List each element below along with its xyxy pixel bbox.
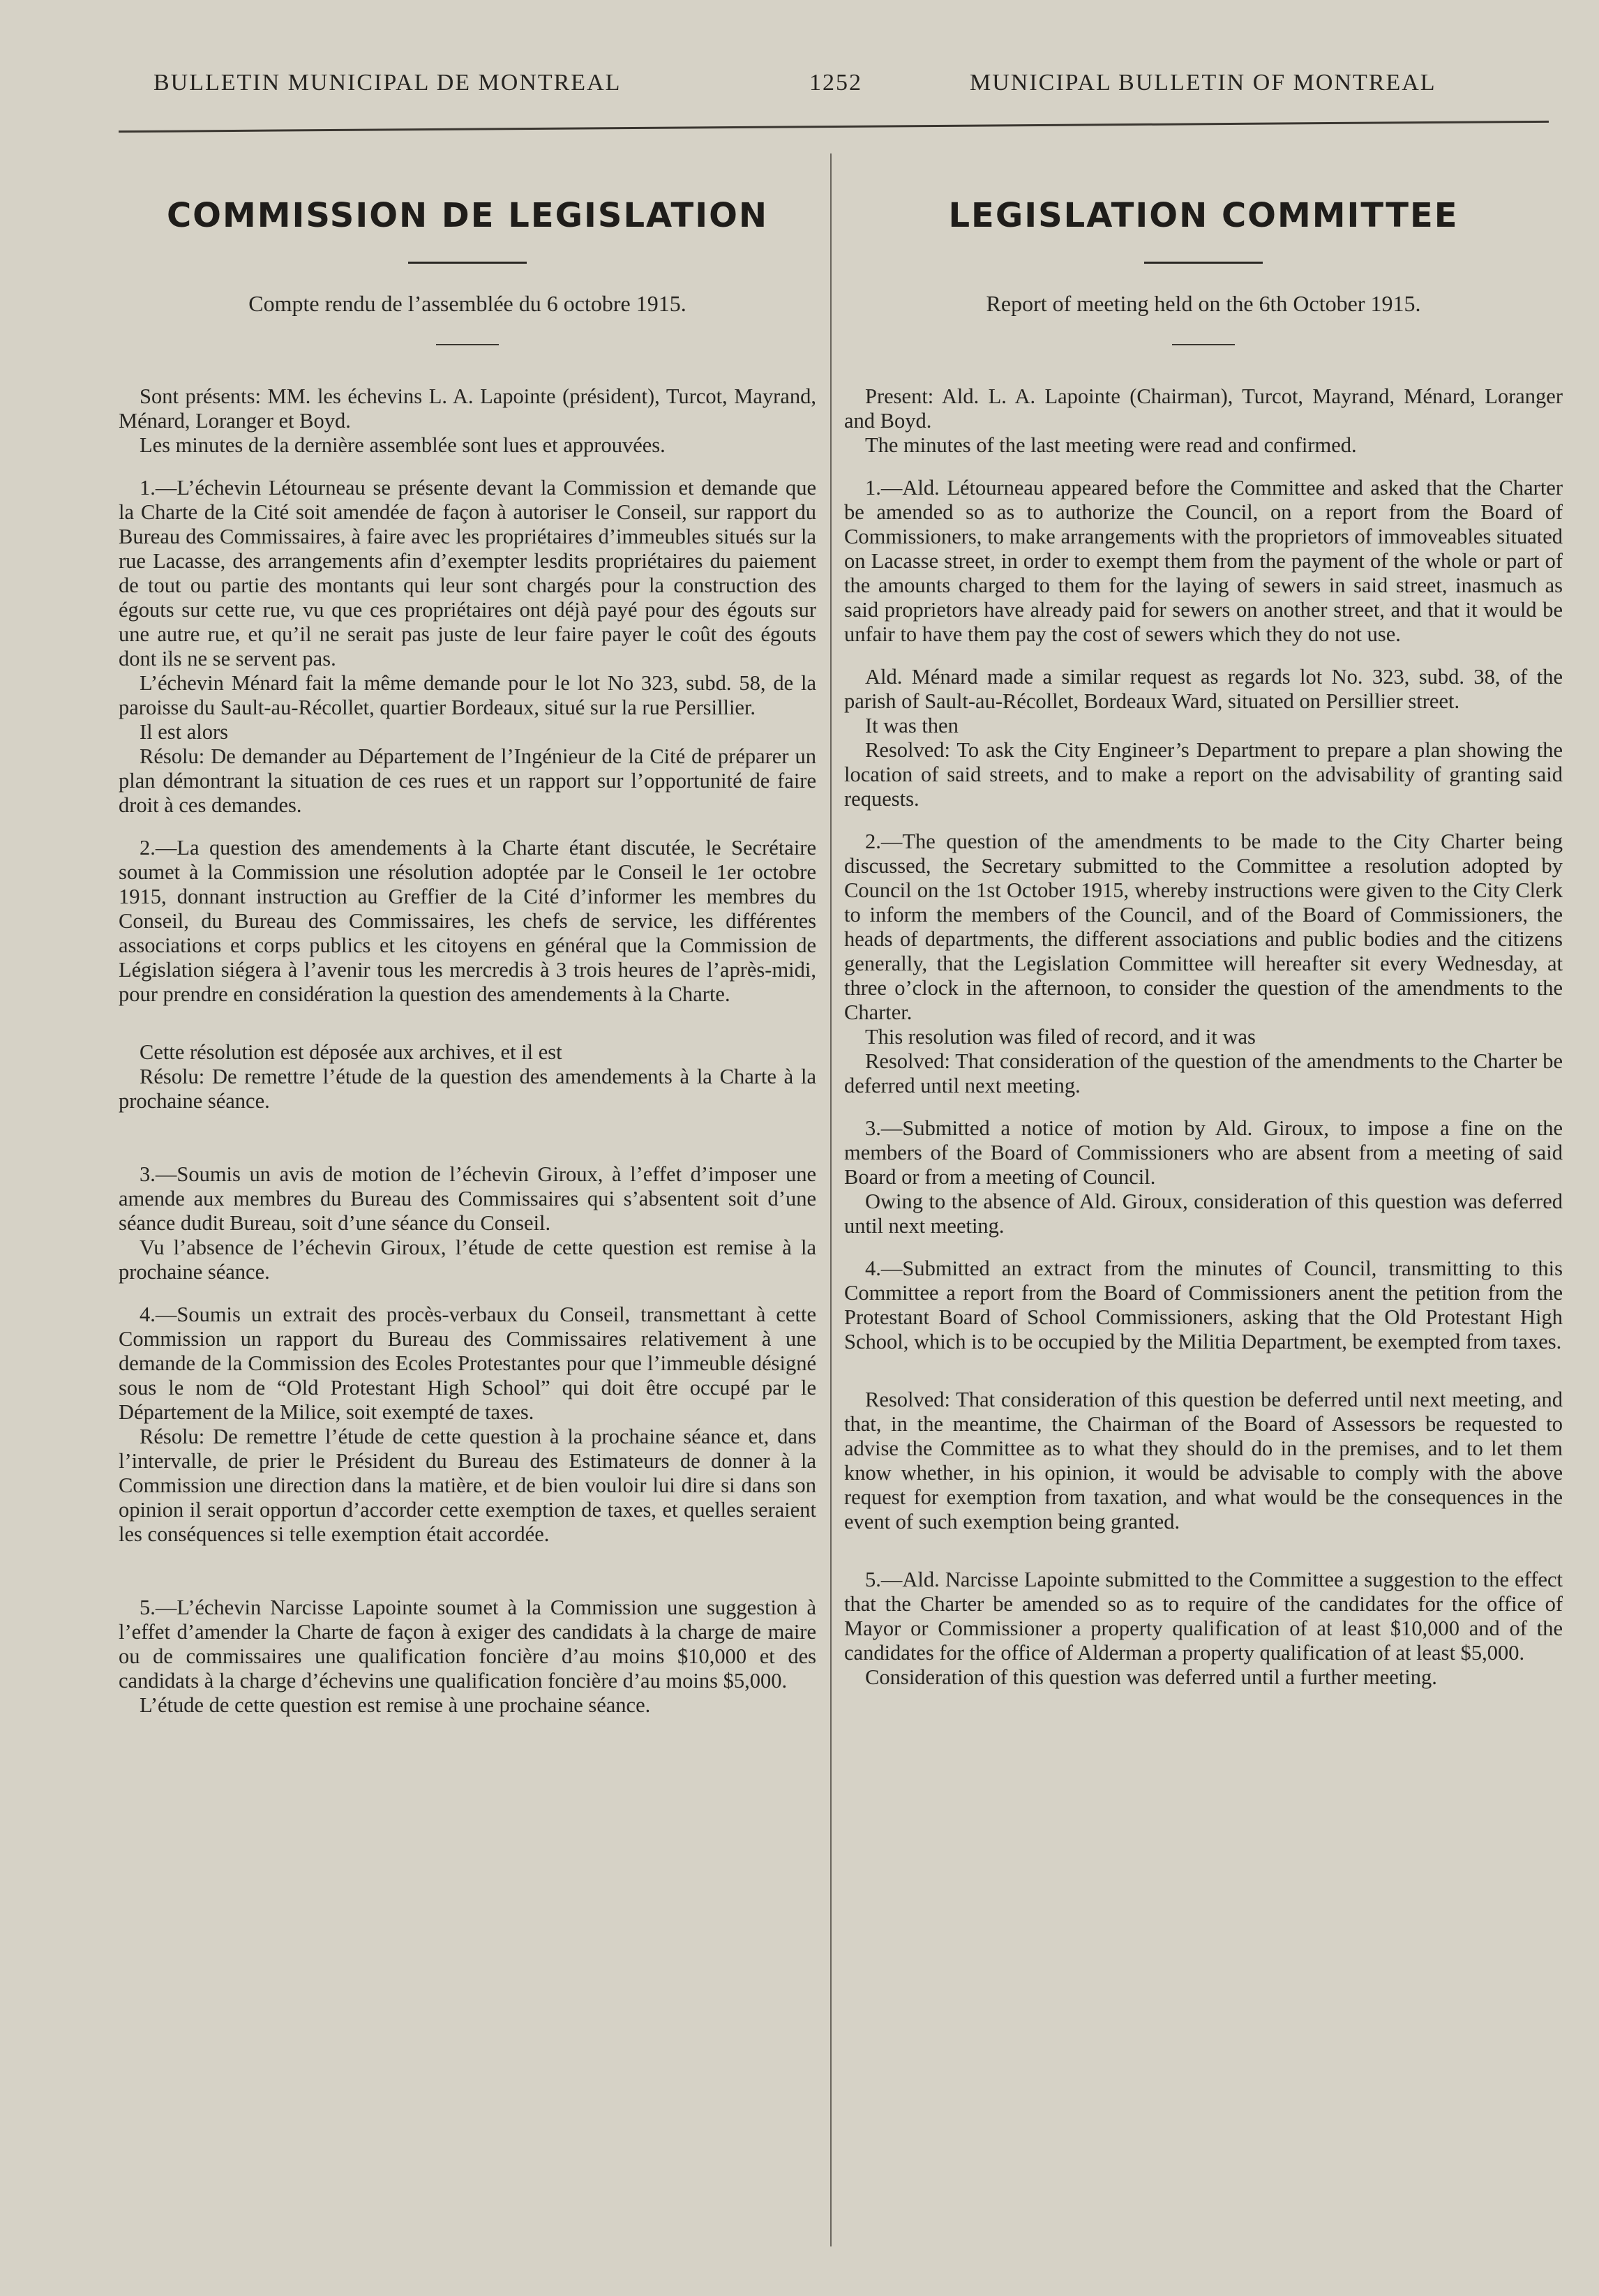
paragraph: 4.—Submitted an extract from the minutes of Council, transmitting to this Committee a report from the Board of Commissioners anent the petition from the Protestant Board of School Commissioners, asking that the Old Protestant High School, which is to be occupied by the Militia Department, be exempted from taxes.	[844, 1256, 1563, 1353]
paragraph: Vu l’absence de l’échevin Giroux, l’étude de cette question est remise à la prochaine séance.	[119, 1236, 816, 1284]
paragraph: It was then	[865, 714, 959, 737]
paragraph: 3.—Submitted a notice of motion by Ald. Giroux, to impose a fine on the members of the Board of Commissioners who are absent from a meeting of said Board or from a meeting of Council.	[844, 1116, 1563, 1189]
paragraph: Present: Ald. L. A. Lapointe (Chairman), Turcot, Mayrand, Ménard, Loranger and Boyd.	[844, 384, 1563, 433]
paragraph: Résolu: De remettre l’étude de cette question à la prochaine séance et, dans l’intervalle, de prier le Président du Bureau des Estimateurs de donner à la Commission une direction dans la matière, et de bien vouloir lui dire si dans son opinion il serait opportun d’accorder cette exemption de taxes, et quelles seraient les conséquences si telle exemption était accordée.	[119, 1425, 816, 1546]
paragraph: Résolu: De remettre l’étude de la question des amendements à la Charte à la prochaine séance.	[119, 1065, 816, 1113]
paragraph: 2.—The question of the amendments to be made to the City Charter being discussed, the Secretary submitted to the Committee a resolution adopted by Council on the 1st October 1915, whereby instructions were given to the City Clerk to inform the members of the Council, and of the Board of Commissioners, the heads of departments, the different associations and public bodies and the citizens generally, that the Legislation Committee will hereafter sit every Wednesday, at three o’clock in the afternoon, to consider the question of the amendments to the Charter.	[844, 830, 1563, 1024]
paragraph: 1.—L’échevin Létourneau se présente devant la Commission et demande que la Charte de la Cité soit amendée de façon à autoriser le Conseil, sur rapport du Bureau des Commissaires, à faire avec les propriétaires d’immeubles situés sur la rue Lacasse, des arrangements afin d’exempter lesdits propriétaires du paiement de tout ou partie des montants qui leur sont chargés pour la construction des égouts sur cette rue, vu que ces propriétaires ont déjà payé pour des égouts sur une autre rue, et qu’il ne serait pas juste de leur faire payer le coût des égouts dont ils ne se servent pas.	[119, 476, 816, 670]
french-subtitle: Compte rendu de l’assemblée du 6 octobre 1915.	[248, 291, 686, 316]
paragraph: Resolved: To ask the City Engineer’s Department to prepare a plan showing the location of said streets, and to make a report on the advisability of granting said requests.	[844, 738, 1563, 811]
column-divider	[830, 153, 832, 2246]
paragraph: Ald. Ménard made a similar request as regards lot No. 323, subd. 38, of the parish of Sault-au-Récollet, Bordeaux Ward, situated on Persillier street.	[844, 665, 1563, 713]
english-subtitle: Report of meeting held on the 6th October 1915.	[986, 291, 1421, 316]
english-column	[844, 195, 1563, 2260]
paragraph: Résolu: De demander au Département de l’Ingénieur de la Cité de préparer un plan démontrant la situation de ces rues et un rapport sur l’opportunité de faire droit à ces demandes.	[119, 744, 816, 817]
paragraph: 2.—La question des amendements à la Charte étant discutée, le Secrétaire soumet à la Commission une résolution adoptée par le Conseil le 1er octobre 1915, donnant instruction au Greffier de la Cité d’informer les membres du Conseil, du Bureau des Commissaires, les chefs de service, les différentes associations et corps publics et les citoyens en général que la Commission de Législation siégera à l’avenir tous les mercredis à 3 trois heures de l’après-midi, pour prendre en considération la question des amendements à la Charte.	[119, 836, 816, 1006]
header-title-french: BULLETIN MUNICIPAL DE MONTREAL	[153, 70, 622, 96]
paragraph: L’étude de cette question est remise à une prochaine séance.	[140, 1693, 651, 1717]
header-rule	[119, 121, 1549, 133]
paragraph: Cette résolution est déposée aux archives, et il est	[140, 1040, 562, 1064]
paragraph: This resolution was filed of record, and it was	[865, 1025, 1256, 1049]
paragraph: The minutes of the last meeting were read and confirmed.	[865, 433, 1357, 457]
paragraph: 5.—L’échevin Narcisse Lapointe soumet à la Commission une suggestion à l’effet d’amender la Charte de façon à exiger des candidats à la charge de maire ou de commissaires une qualification foncière d’au moins $10,000 et des candidats à la charge d’échevins une qualification foncière d’au moins $5,000.	[119, 1596, 816, 1693]
english-title: LEGISLATION COMMITTEE	[948, 196, 1459, 235]
paragraph: Les minutes de la dernière assemblée sont lues et approuvées.	[140, 433, 666, 457]
paragraph: 3.—Soumis un avis de motion de l’échevin Giroux, à l’effet d’imposer une amende aux membres du Bureau des Commissaires qui s’absentent soit d’une séance dudit Bureau, soit d’une séance du Conseil.	[119, 1162, 816, 1235]
paragraph: Il est alors	[140, 720, 229, 744]
title-rule	[1144, 262, 1263, 264]
title-rule	[408, 262, 527, 264]
page-header	[0, 0, 1599, 140]
header-title-english: MUNICIPAL BULLETIN OF MONTREAL	[970, 70, 1436, 96]
paragraph: Owing to the absence of Ald. Giroux, consideration of this question was deferred until next meeting.	[844, 1190, 1563, 1238]
subtitle-rule	[436, 344, 499, 345]
french-title: COMMISSION DE LEGISLATION	[166, 196, 769, 235]
paragraph: L’échevin Ménard fait la même demande pour le lot No 323, subd. 58, de la paroisse du Sault-au-Récollet, quartier Bordeaux, situé sur la rue Persillier.	[119, 671, 816, 719]
paragraph: 5.—Ald. Narcisse Lapointe submitted to the Committee a suggestion to the effect that the Charter be amended so as to require of the candidates for the office of Mayor or Commissioner a property qualification of at least $10,000 and of the candidates for the office of Alderman a property qualification of at least $5,000.	[844, 1568, 1563, 1665]
page-number: 1252	[809, 70, 862, 96]
paragraph: Consideration of this question was deferred until a further meeting.	[865, 1665, 1437, 1689]
paragraph: 1.—Ald. Létourneau appeared before the Committee and asked that the Charter be amended so as to authorize the Council, on a report from the Board of Commissioners, to make arrangements with the proprietors of immoveables situated on Lacasse street, in order to exempt them from the payment of the whole or part of the amounts charged to them for the laying of sewers in said street, inasmuch as said proprietors have already paid for sewers on another street, and that it would be unfair to have them pay the cost of sewers which they do not use.	[844, 476, 1563, 646]
paragraph: Sont présents: MM. les échevins L. A. Lapointe (président), Turcot, Mayrand, Ménard, Loranger et Boyd.	[119, 384, 816, 433]
paragraph: 4.—Soumis un extrait des procès-verbaux du Conseil, transmettant à cette Commission un rapport du Bureau des Commissaires relativement à une demande de la Commission des Ecoles Protestantes pour que l’immeuble désigné sous le nom de “Old Protestant High School” qui doit être occupé par le Département de la Milice, soit exempté de taxes.	[119, 1303, 816, 1424]
subtitle-rule	[1172, 344, 1235, 345]
french-column	[119, 195, 816, 2260]
paragraph: Resolved: That consideration of the question of the amendments to the Charter be deferred until next meeting.	[844, 1049, 1563, 1097]
paragraph: Resolved: That consideration of this question be deferred until next meeting, and that, in the meantime, the Chairman of the Board of Assessors be requested to advise the Committee as to what they should do in the premises, and to let them know whether, in his opinion, it would be advisable to comply with the above request for exemption from taxation, and what would be the consequences in the event of such exemption being granted.	[844, 1388, 1563, 1533]
